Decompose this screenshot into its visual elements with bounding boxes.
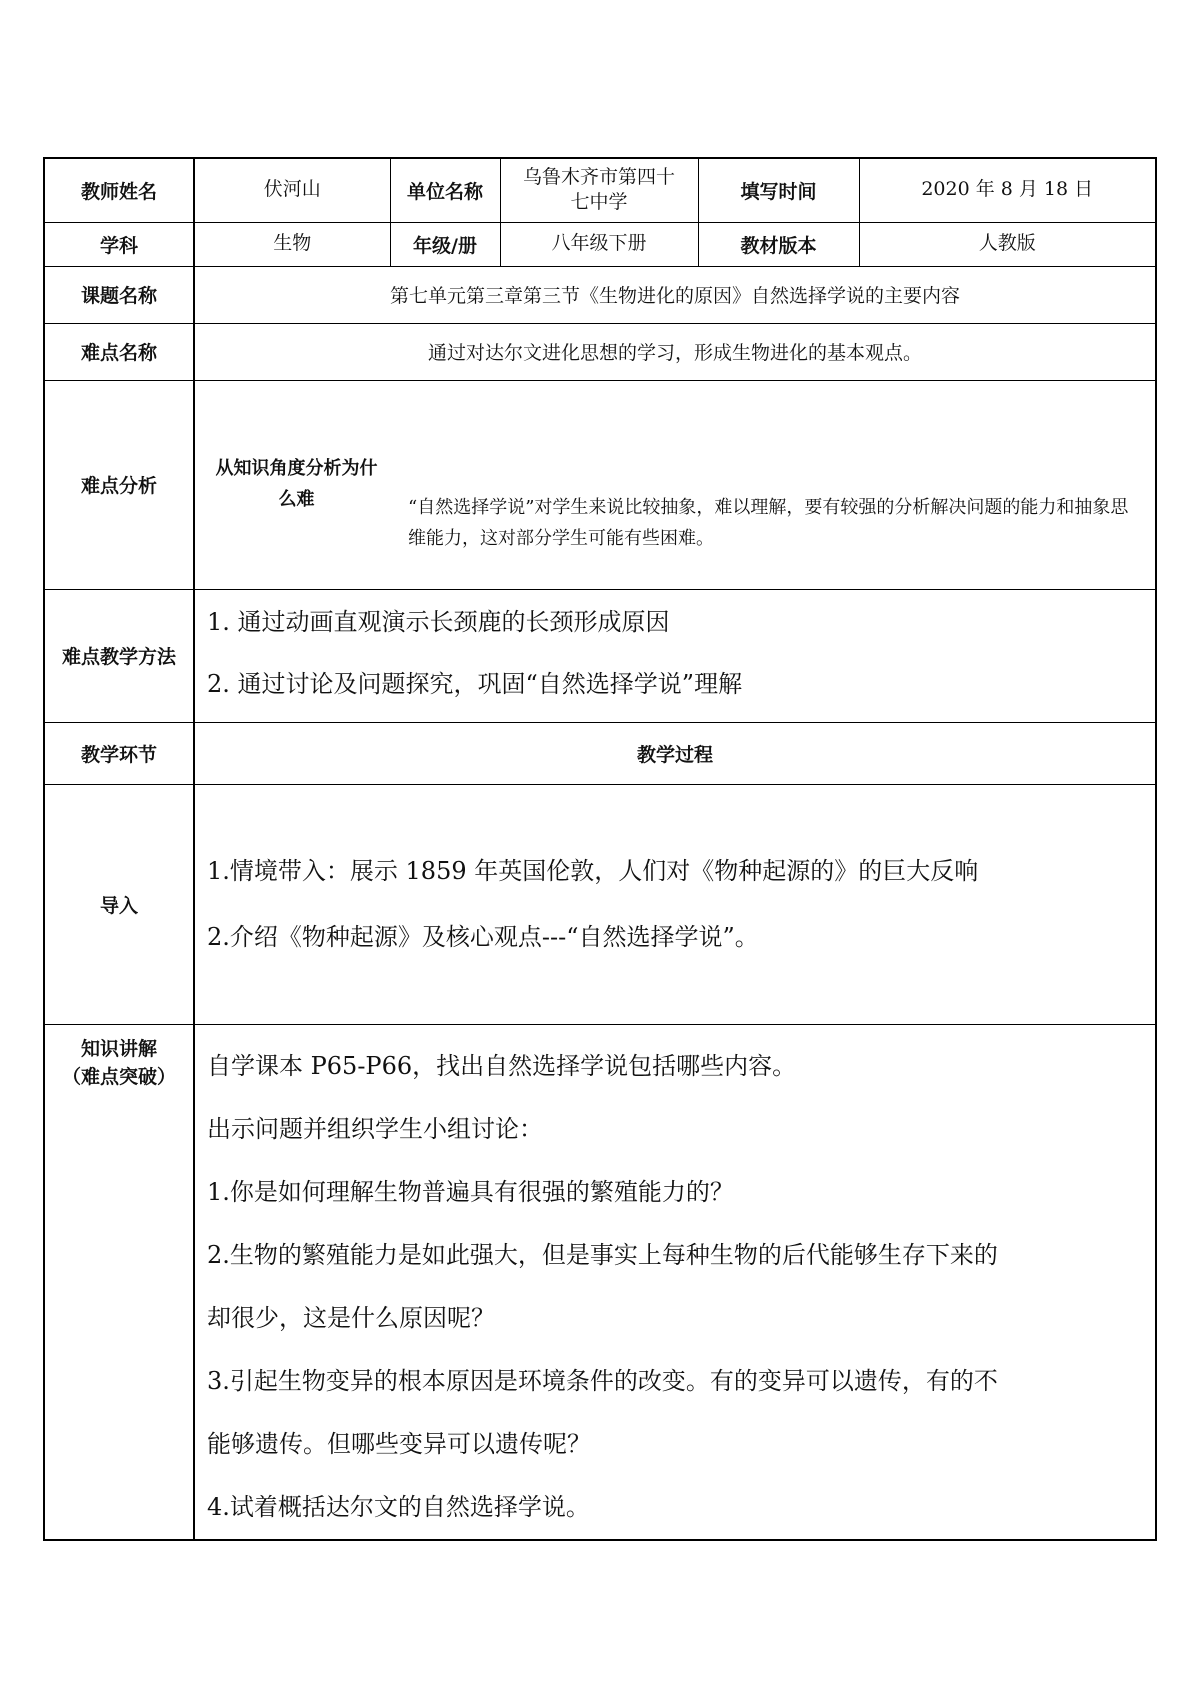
analysis-inner-table bbox=[195, 381, 1155, 589]
teacher-name-value: 伏河山 bbox=[194, 158, 390, 222]
difficulty-row bbox=[44, 323, 1156, 380]
method-item: 1. 通过动画直观演示长颈鹿的长颈形成原因 bbox=[207, 607, 670, 636]
unit-name-value: 乌鲁木齐市第四十七中学 bbox=[500, 158, 698, 222]
intro-item: 2.介绍《物种起源》及核心观点---“自然选择学说”。 bbox=[207, 923, 759, 951]
grade-label: 年级/册 bbox=[390, 222, 500, 266]
process-header-value: 教学过程 bbox=[194, 722, 1156, 784]
analysis-label: 难点分析 bbox=[44, 380, 194, 589]
subject-value: 生物 bbox=[194, 222, 390, 266]
header-row-1 bbox=[44, 158, 1156, 222]
analysis-sub-label bbox=[195, 381, 398, 589]
process-section-label: 教学环节 bbox=[44, 722, 194, 784]
knowledge-line: 3.引起生物变异的根本原因是环境条件的改变。有的变异可以遗传，有的不 bbox=[207, 1366, 998, 1395]
fill-date-value: 2020 年 8 月 18 日 bbox=[859, 158, 1156, 222]
method-item: 2. 通过讨论及问题探究，巩固“自然选择学说”理解 bbox=[207, 669, 743, 698]
method-content bbox=[194, 589, 1156, 722]
edition-label: 教材版本 bbox=[698, 222, 859, 266]
intro-label: 导入 bbox=[44, 784, 194, 1024]
process-header-row bbox=[44, 722, 1156, 784]
grade-value: 八年级下册 bbox=[500, 222, 698, 266]
method-row bbox=[44, 589, 1156, 722]
teacher-name-label: 教师姓名 bbox=[44, 158, 194, 222]
analysis-sub-label-text: 从知识角度分析为什么难 bbox=[215, 457, 378, 510]
lesson-plan-table bbox=[43, 157, 1157, 1541]
knowledge-line: 2.生物的繁殖能力是如此强大，但是事实上每种生物的后代能够生存下来的 bbox=[207, 1240, 998, 1269]
difficulty-value: 通过对达尔文进化思想的学习，形成生物进化的基本观点。 bbox=[194, 323, 1156, 380]
knowledge-line: 却很少，这是什么原因呢？ bbox=[207, 1303, 495, 1332]
knowledge-label bbox=[44, 1024, 194, 1540]
knowledge-line: 4.试着概括达尔文的自然选择学说。 bbox=[207, 1492, 590, 1521]
unit-name-label: 单位名称 bbox=[390, 158, 500, 222]
intro-content bbox=[194, 784, 1156, 1024]
intro-row bbox=[44, 784, 1156, 1024]
analysis-text: “自然选择学说”对学生来说比较抽象，难以理解，要有较强的分析解决问题的能力和抽象思维能力，这对部分学生可能有些困难。 bbox=[408, 496, 1129, 549]
knowledge-row bbox=[44, 1024, 1156, 1540]
analysis-cell bbox=[194, 380, 1156, 589]
difficulty-label: 难点名称 bbox=[44, 323, 194, 380]
method-label: 难点教学方法 bbox=[44, 589, 194, 722]
header-row-2 bbox=[44, 222, 1156, 266]
knowledge-line: 能够遗传。但哪些变异可以遗传呢？ bbox=[207, 1429, 591, 1458]
knowledge-line: 出示问题并组织学生小组讨论： bbox=[207, 1114, 543, 1143]
topic-label: 课题名称 bbox=[44, 266, 194, 323]
analysis-content bbox=[398, 381, 1155, 589]
analysis-row bbox=[44, 380, 1156, 589]
edition-value: 人教版 bbox=[859, 222, 1156, 266]
fill-date-label: 填写时间 bbox=[698, 158, 859, 222]
subject-label: 学科 bbox=[44, 222, 194, 266]
intro-item: 1.情境带入：展示 1859 年英国伦敦，人们对《物种起源的》的巨大反响 bbox=[207, 857, 979, 885]
knowledge-label-line2: （难点突破） bbox=[61, 1066, 176, 1088]
knowledge-line: 1.你是如何理解生物普遍具有很强的繁殖能力的？ bbox=[207, 1177, 734, 1206]
topic-row bbox=[44, 266, 1156, 323]
topic-value: 第七单元第三章第三节《生物进化的原因》自然选择学说的主要内容 bbox=[194, 266, 1156, 323]
knowledge-line: 自学课本 P65-P66，找出自然选择学说包括哪些内容。 bbox=[207, 1051, 797, 1080]
lesson-plan-form bbox=[43, 157, 1155, 1541]
knowledge-label-line1: 知识讲解 bbox=[80, 1037, 157, 1060]
knowledge-content bbox=[194, 1024, 1156, 1540]
